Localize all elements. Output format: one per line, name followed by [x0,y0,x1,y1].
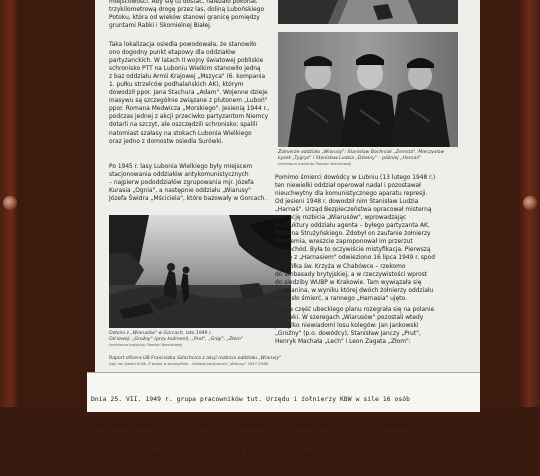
text-line: partyzanckich. W latach II wojny światowej pobliskie [109,58,264,65]
caption-line: Łysek „Tygrys" i Stanisław Ludzia „Dzielny" – później „Harnaś" [278,156,421,161]
text-line: „Groźny" (p.o. dowódcy), Stanisław Janczy „Prut", [275,331,421,338]
text-line: natomiast szałasy na stokach Lubonia Wielkiego [109,130,252,137]
text-line: 1. pułku strzelców podhalańskich AK), którym [109,82,244,89]
text-line: Henryk Machała „Lech" i Leon Zagata „Złom": [275,339,411,346]
text-line: poniosło śmierć, a rannego „Harnasia" ujęto. [275,295,407,302]
text-line: ten niewielki oddział operował nadal i pozostawał [275,183,421,190]
text-line: Pomimo śmierci dowódcy w Lubniu (13 lutego 1948 r.) [275,175,436,181]
text-line: – najpierw pododdziałów zgrupowania mjr. Józefa [109,180,254,187]
text-line: Taka lokalizacja osiedla powodowała, że stanowiło [109,42,257,48]
text-line: stacjonowania oddziałów antykomunistycznych [109,172,249,179]
caption-line: Od lewej: „Groźny" (przy koźmeni), „Prut", „Grigi", „Złom" [109,337,243,342]
photo-soldiers-portrait [278,32,458,147]
text-line: na Zachód. Była to oczywiście mistyfikacja. Pierwszą [275,247,431,254]
caption-line: Raport oficera UB Franciszka Szlachcica z akcji rozbicia oddziału „Wiarusy" [109,356,282,361]
text-line: „Harnaś". Urząd Bezpieczeństwa opracował misterną [275,207,432,214]
paragraph-location [109,0,289,30]
text-line: Mariana Strużyńskiego. Zdobył on zaufanie żołnierzy [275,231,431,238]
text-line: Potoku, która od wieków stanowi granicę pomiędzy [109,15,260,22]
text-line: dowodził ppor. Jana Stachura „Adam". Wojenne dzieje [109,90,268,97]
left-frame-knob [3,196,17,210]
typed-report-text [91,377,476,476]
text-line: miejscowości. Aby się tu dostać, należało pokonać [109,0,258,5]
text-line: operację rozbicia „Wiarusów", wprowadzając [275,215,407,222]
text-line: grupę z „Harnasiem" odwieziono 16 lipca 1949 r. spod [275,255,435,262]
text-line: Surówki. W szeregach „Wiarusów" pozostali wtedy [275,315,424,322]
photo-top-scene [278,0,458,24]
text-line: Kurasia „Ognia", a następnie oddziału „Wiarusy" [109,188,251,195]
photo-source: (archiwum Instytutu Pamięci Narodowej) [278,162,352,166]
caption-line: Żołnierze oddziału „Wiarusy": Stanisław Bochniak „Zemsta", Mieczysław [278,150,445,155]
left-photo-caption [109,331,291,348]
text-line: nieuchwytny dla komunistycznego aparatu represji. [275,191,428,198]
text-line: z baz oddziału Armii Krajowej „Mszyca" (6. kompania [109,74,266,81]
typed-report-document [87,372,480,457]
photo-partisans-in-forest [109,215,291,328]
text-line: Po 1945 r. lasy Lubonia Wielkiego były miejscem [109,164,253,170]
photo-top-strip [278,0,458,24]
text-line: dotarli na szczyt, ale oszczędzili schronisko; spalili [109,122,258,129]
text-line: masywu są szczególnie związane z plutonem „Luboń" [109,98,268,105]
typed-line: k. Rabki pow. Nowy Targ, spotkała się z bandą. D-ca grupy ps. "Macie", pracownik WUBP [91,450,422,457]
right-frame-knob [523,196,537,210]
paragraph-wartime-history [109,41,289,146]
paragraph-postwar-units [109,163,289,203]
caption-line: Ostoini z „Wiarusów" w Gorcach, lato 1949 r. [109,331,212,336]
photo-forest-scene [109,215,291,328]
text-line: ono dogodny punkt etapowy dla oddziałów [109,50,236,57]
text-line: do ambasady brytyjskiej, a w rzeczywistości wprost [275,271,428,278]
photo-source: (archiwum Instytutu Pamięci Narodowej) [109,343,183,347]
text-line: do siedziby WUBP w Krakowie. Tam wywiązała się [275,279,422,286]
text-line: Od jesieni 1948 r. dowodził nim Stanisław Ludzia [275,199,419,206]
text-line: oraz jedno z domostw osiedla Surówki. [109,138,224,145]
typed-line: ucharakteryzowanych za bandytów, oraz radiostacji w umówionym miejscu na Surówkach [91,423,411,430]
text-line: ppor. Romana Medwicza „Morskiego". Jesienią 1944 r., [109,106,270,113]
paragraph-surowki-plan [275,306,475,346]
text-line: strzelanina, w wyniku której dwóch żołnierzy oddziału [275,287,434,294]
text-line: w struktury oddziału agenta – byłego partyzanta AK, [275,223,430,230]
text-line: trzykilometrową drogę przez las, doliną Lubońskiego [109,7,265,14]
right-photo-caption [278,150,473,167]
caption-line: (wg: za: Dawid Golik, Z wojną w szczegółów – Oddział partyzancki „Wiarusy" 1947-1949) [109,362,269,366]
text-line: Druga część ubeckiego planu rozegrała się na polanie [275,307,435,313]
text-line: podczas jednej z akcji przeciwko partyzantom Niemcy [109,114,269,121]
text-line: już tylko niewiadomi losu kolegów: Jan Jankowski [275,323,419,330]
text-line: Podziemia, wreszcie zaproponował im przerzut [275,239,413,246]
photo-three-soldiers [278,32,458,147]
report-caption [109,356,359,367]
text-line: gruntami Rabki i Skomielnej Białej. [109,23,212,30]
text-line: Józefa Świdra „Mściciela", które bazowały w Gorcach. [109,196,267,203]
text-line: schronisko PTT na Luboniu Wielkim stanowiło jedną [109,66,261,73]
information-panel [91,0,480,457]
typed-line: Dnia 25. VII. 1949 r. grupa pracowników tut. Urzędu i żołnierzy KBW w sile 16 osób [91,396,411,403]
text-line: kościółka św. Krzyża w Chabówce – rzekomo [275,263,406,270]
paragraph-operation-wiarusy [275,174,475,303]
